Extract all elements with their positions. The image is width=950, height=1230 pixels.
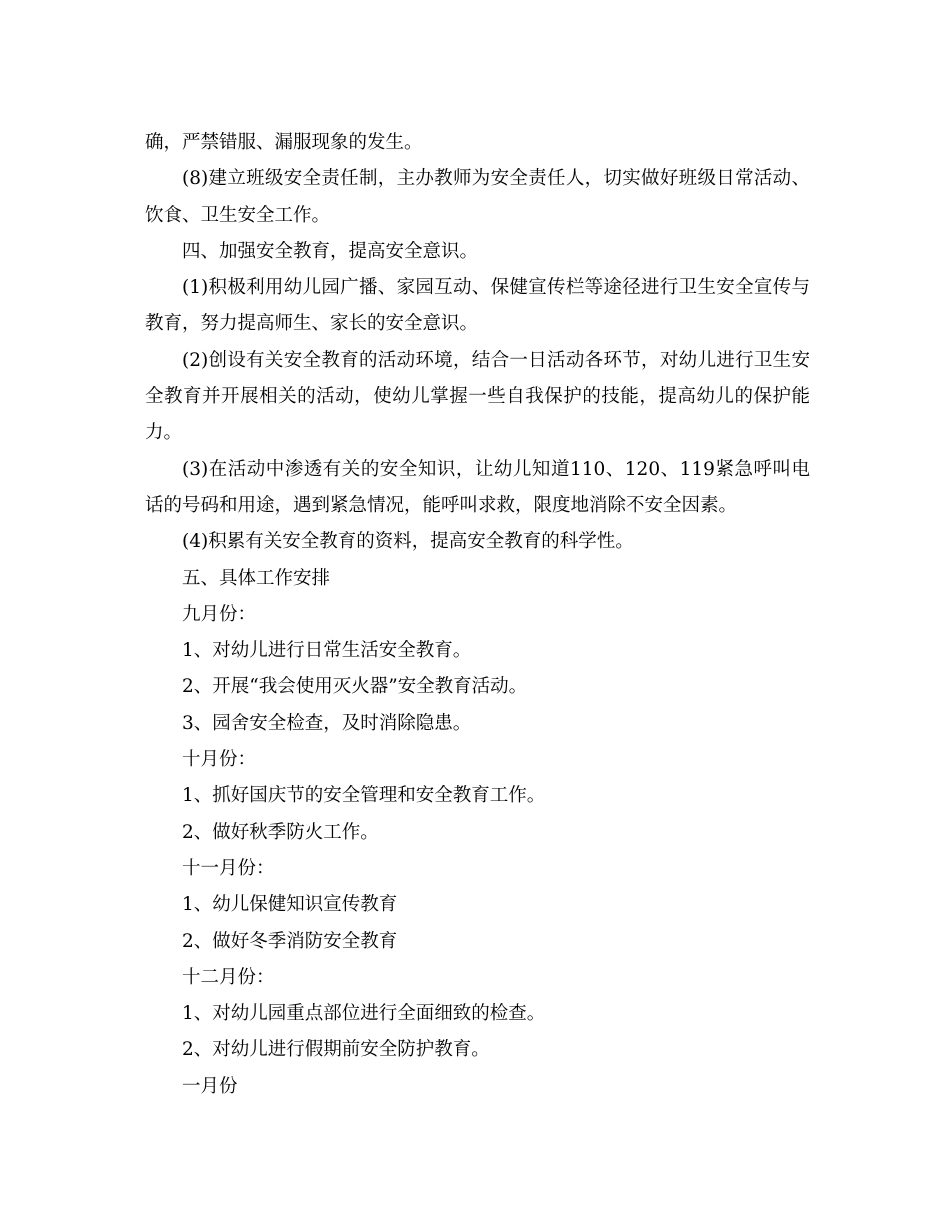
paragraph: (4)积累有关安全教育的资料，提高安全教育的科学性。 <box>182 531 634 553</box>
section-heading: 四、加强安全教育，提高安全意识。 <box>182 240 479 262</box>
list-item: 3、园舍安全检查，及时消除隐患。 <box>182 712 472 734</box>
list-item: 2、对幼儿进行假期前安全防护教育。 <box>182 1039 490 1061</box>
list-item: 1、幼儿保健知识宣传教育 <box>182 894 398 916</box>
list-item: 2、做好秋季防火工作。 <box>182 821 379 843</box>
list-item: 2、开展“我会使用灭火器”安全教育活动。 <box>182 676 528 698</box>
month-heading: 十二月份： <box>182 966 275 988</box>
paragraph: 确，严禁错服、漏服现象的发生。 <box>145 132 423 153</box>
paragraph: (2)创设有关安全教育的活动环境，结合一日活动各环节，对幼儿进行卫生安全教育并开展相关的活动，使幼儿掌握一些自我保护的技能，提高幼儿的保护能力。 <box>145 349 810 444</box>
list-item: 1、对幼儿进行日常生活安全教育。 <box>182 640 472 662</box>
list-item: 1、抓好国庆节的安全管理和安全教育工作。 <box>182 785 546 807</box>
month-heading: 十一月份： <box>182 857 275 879</box>
document-body <box>145 125 810 1105</box>
month-heading: 一月份 <box>182 1075 238 1097</box>
month-heading: 九月份： <box>182 603 257 625</box>
list-item: 1、对幼儿园重点部位进行全面细致的检查。 <box>182 1003 546 1025</box>
paragraph: (1)积极利用幼儿园广播、家园互动、保健宣传栏等途径进行卫生安全宣传与教育，努力提高师生、家长的安全意识。 <box>145 277 810 335</box>
paragraph: (3)在活动中渗透有关的安全知识，让幼儿知道110、120、119紧急呼叫电话的号码和用途，遇到紧急情况，能呼叫求救，限度地消除不安全因素。 <box>145 458 810 516</box>
paragraph: (8)建立班级安全责任制，主办教师为安全责任人，切实做好班级日常活动、饮食、卫生安全工作。 <box>145 168 810 226</box>
month-heading: 十月份： <box>182 749 257 771</box>
section-heading: 五、具体工作安排 <box>182 567 331 589</box>
list-item: 2、做好冬季消防安全教育 <box>182 930 398 952</box>
